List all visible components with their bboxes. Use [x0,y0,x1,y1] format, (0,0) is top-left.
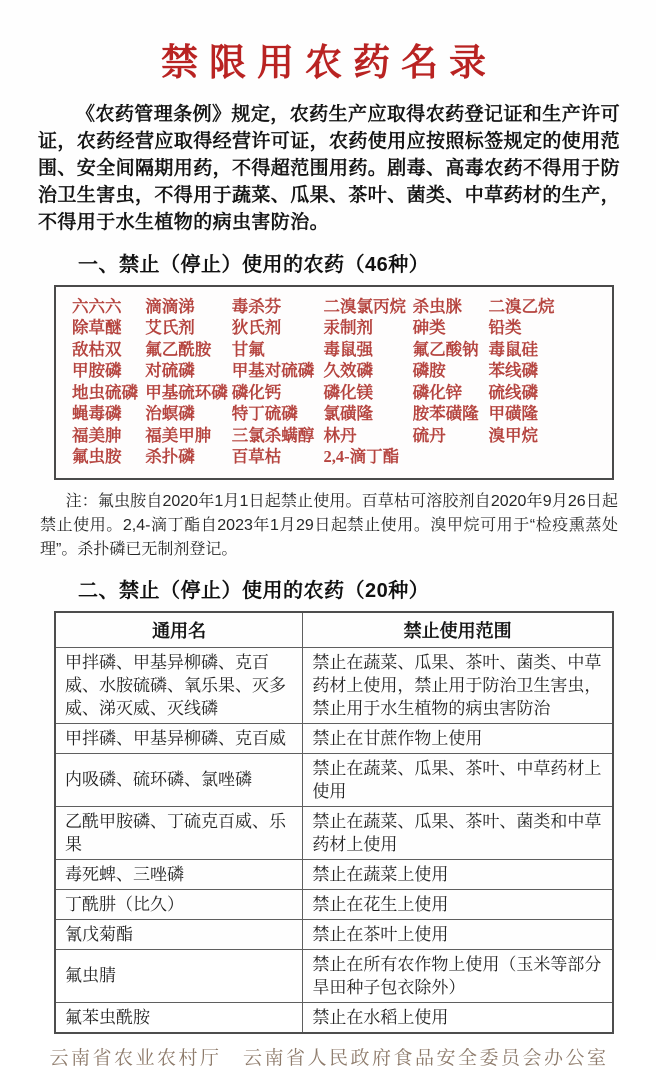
pesticide-name: 三氯杀螨醇 [231,425,315,445]
pesticide-name: 福美胂 [72,425,122,445]
cell-ban-scope: 禁止在水稻上使用 [303,1002,613,1033]
cell-ban-scope: 禁止在蔬菜、瓜果、茶叶、中草药材上使用 [303,753,613,806]
section1-heading: 一、禁止（停止）使用的农药（46种） [78,253,430,276]
pesticide-name: 百草枯 [231,447,282,467]
cell-common-name: 氰戊菊酯 [55,919,303,949]
table-row [55,889,613,919]
cell-ban-scope: 禁止在蔬菜、瓜果、茶叶、菌类和中草药材上使用 [303,806,613,859]
pesticide-name: 甲基对硫磷 [231,361,315,381]
pesticide-name: 磷胺 [412,361,446,381]
pesticide-name: 蝇毒磷 [72,404,122,424]
pesticide-name: 毒杀芬 [231,296,282,316]
pesticide-name: 磷化钙 [231,382,282,402]
pesticide-name: 杀虫脒 [412,296,463,316]
cell-common-name: 毒死蜱、三唑磷 [55,859,303,889]
cell-ban-scope: 禁止在花生上使用 [303,889,613,919]
table-row [55,806,613,859]
table-row [55,1002,613,1033]
issuing-agencies: 云南省农业农村厅 云南省人民政府食品安全委员会办公室 [49,1047,609,1069]
pesticide-name: 特丁硫磷 [231,404,298,424]
pesticide-name: 艾氏剂 [145,318,195,338]
pesticide-name: 对硫磷 [145,361,195,381]
pesticide-name: 硫丹 [412,425,446,445]
intro-paragraph: 《农药管理条例》规定，农药生产应取得农药登记证和生产许可证，农药经营应取得经营许可证，农药使用应按照标签规定的使用范围、安全间隔期用药，不得超范围用药。剧毒、高毒农药不得用于防治卫生害虫，不得用于蔬菜、瓜果、茶叶、菌类、中草药材的生产，不得用于水生植物的病虫害防治。 [38,103,621,233]
pesticide-name: 久效磷 [323,361,373,381]
pesticide-name: 胺苯磺隆 [412,404,479,424]
pesticide-name: 林丹 [323,425,357,445]
pesticide-name: 氟虫胺 [72,447,122,467]
pesticide-name: 二溴乙烷 [488,296,555,316]
note-paragraph: 注：氟虫胺自2020年1月1日起禁止使用。百草枯可溶胶剂自2020年9月26日起禁止使用。2,4-滴丁酯自2023年1月29日起禁止使用。溴甲烷可用于“检疫熏蒸处理”。杀扑磷已无制剂登记。 [40,492,618,558]
pesticide-name: 福美甲胂 [145,425,212,445]
pesticide-name: 苯线磷 [488,361,538,381]
pesticide-name: 2,4-滴丁酯 [323,447,400,467]
cell-common-name: 乙酰甲胺磷、丁硫克百威、乐果 [55,806,303,859]
table-row [55,647,613,723]
table-row [55,723,613,753]
pesticide-name: 杀扑磷 [145,447,195,467]
cell-ban-scope: 禁止在茶叶上使用 [303,919,613,949]
table-row [55,919,613,949]
pesticide-name: 甲磺隆 [488,404,538,424]
pesticide-name: 甲基硫环磷 [145,382,228,402]
pesticide-name: 氟乙酰胺 [145,339,212,359]
table-header-row [55,612,613,648]
cell-common-name: 内吸磷、硫环磷、氯唑磷 [55,753,303,806]
pesticide-name: 氯磺隆 [323,404,373,424]
banned-pesticides-grid [72,297,600,468]
cell-common-name: 丁酰肼（比久） [55,889,303,919]
cell-common-name: 甲拌磷、甲基异柳磷、克百威 [55,723,303,753]
pesticide-name: 除草醚 [72,318,122,338]
pesticide-name: 汞制剂 [323,318,373,338]
table-body [55,647,613,1033]
cell-common-name: 氟苯虫酰胺 [55,1002,303,1033]
cell-ban-scope: 禁止在甘蔗作物上使用 [303,723,613,753]
pesticide-name: 毒鼠强 [323,339,373,359]
pesticide-name: 硫线磷 [488,382,538,402]
pesticide-name: 治螟磷 [145,404,195,424]
document-title: 禁限用农药名录 [161,43,497,84]
pesticide-name: 氟乙酸钠 [412,339,479,359]
cell-ban-scope: 禁止在蔬菜、瓜果、茶叶、菌类、中草药材上使用，禁止用于防治卫生害虫，禁止用于水生植物的病虫害防治 [303,647,613,723]
section2-heading: 二、禁止（停止）使用的农药（20种） [78,579,430,602]
pesticide-name: 溴甲烷 [488,425,538,445]
pesticide-name: 甘氟 [231,339,265,359]
table-header-ban-scope: 禁止使用范围 [303,612,613,648]
pesticide-name: 磷化锌 [412,382,463,402]
cell-ban-scope: 禁止在所有农作物上使用（玉米等部分旱田种子包衣除外） [303,949,613,1002]
pesticide-name: 六六六 [72,296,122,316]
cell-ban-scope: 禁止在蔬菜上使用 [303,859,613,889]
cell-common-name: 氟虫腈 [55,949,303,1002]
pesticide-name: 敌枯双 [72,339,122,359]
pesticide-name: 砷类 [412,318,446,338]
banned-pesticides-box [54,285,614,480]
cell-common-name: 甲拌磷、甲基异柳磷、克百威、水胺硫磷、氧乐果、灭多威、涕灭威、灭线磷 [55,647,303,723]
pesticide-name: 地虫硫磷 [72,382,138,402]
pesticide-name: 磷化镁 [323,382,373,402]
restricted-pesticides-table [54,611,614,1034]
table-row [55,859,613,889]
pesticide-name: 甲胺磷 [72,361,122,381]
table-row [55,753,613,806]
pesticide-name: 狄氏剂 [231,318,282,338]
pesticide-name: 滴滴涕 [145,296,195,316]
pesticide-name: 铅类 [488,318,522,338]
pesticide-name: 毒鼠硅 [488,339,538,359]
table-row [55,949,613,1002]
pesticide-name: 二溴氯丙烷 [323,296,406,316]
table-header-common-name: 通用名 [55,612,303,648]
